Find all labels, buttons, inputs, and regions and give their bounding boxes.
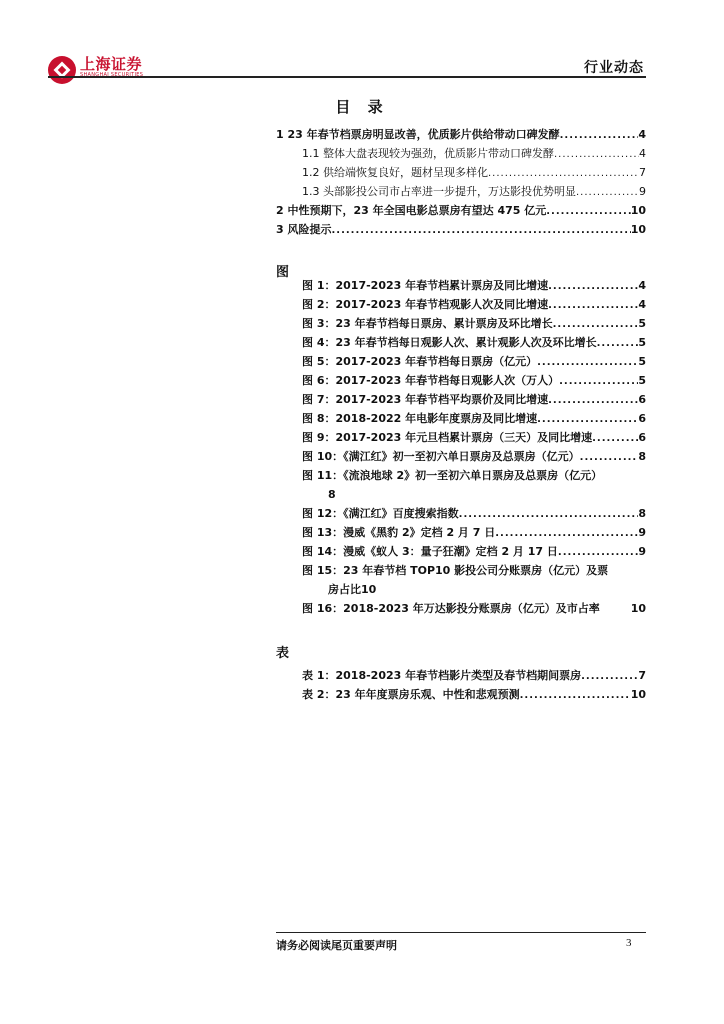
figure-entry-text: 图 16：2018-2023 年万达影投分账票房（亿元）及市占率 <box>302 602 600 615</box>
figure-entry-9[interactable] <box>302 430 646 446</box>
figure-entry-text: 图 10：《满江红》初一至初六单日票房及总票房（亿元） <box>302 450 580 463</box>
figure-entry-text: 图 15：23 年春节档 TOP10 影投公司分账票房（亿元）及票 <box>302 564 609 577</box>
toc-entry-page: 10 <box>630 204 646 217</box>
figure-entry-text: 图 3：23 年春节档每日票房、累计票房及环比增长 <box>302 317 553 330</box>
figure-entry-page: 8 <box>638 450 646 463</box>
toc-entry-text: 1.3 头部影投公司市占率进一步提升，万达影投优势明显 <box>302 185 576 198</box>
toc-entry-1-1[interactable] <box>302 146 646 162</box>
figure-entry-text-cont: 房占比 <box>328 583 361 596</box>
footer-divider <box>276 932 646 933</box>
toc-entry-text: 1.2 供给端恢复良好，题材呈现多样化 <box>302 166 488 179</box>
figure-entry-page: 5 <box>638 317 646 330</box>
toc-entry-page: 10 <box>630 223 646 236</box>
figure-entry-10[interactable] <box>302 449 646 465</box>
figure-entry-page: 6 <box>638 412 646 425</box>
figure-entry-page: 5 <box>638 355 646 368</box>
figure-entry-text: 图 7：2017-2023 年春节档平均票价及同比增速 <box>302 393 549 406</box>
figure-entry-page: 8 <box>638 507 646 520</box>
toc-entry-1-2[interactable] <box>302 165 646 181</box>
figure-entry-11[interactable] <box>302 468 646 483</box>
figures-heading: 图 <box>276 265 290 280</box>
toc-entry-text: 1 23 年春节档票房明显改善，优质影片供给带动口碑发酵 <box>276 128 560 141</box>
toc-entry-1[interactable] <box>276 127 646 143</box>
footer-disclaimer: 请务必阅读尾页重要声明 <box>276 939 397 952</box>
figure-entry-2[interactable] <box>302 297 646 313</box>
figure-entry-15[interactable] <box>302 563 646 578</box>
toc-entry-text: 1.1 整体大盘表现较为强劲，优质影片带动口碑发酵 <box>302 147 554 160</box>
toc-entry-page: 7 <box>639 166 646 179</box>
table-entry-2[interactable] <box>302 687 646 703</box>
figure-entry-text: 图 11：《流浪地球 2》初一至初六单日票房及总票房（亿元） <box>302 469 603 482</box>
toc-entry-1-3[interactable] <box>302 184 646 200</box>
figure-entry-page: 8 <box>328 488 336 501</box>
table-entry-text: 表 2：23 年年度票房乐观、中性和悲观预测 <box>302 688 520 701</box>
table-entry-page: 10 <box>630 688 646 701</box>
figure-entry-3[interactable] <box>302 316 646 332</box>
figure-entry-16[interactable] <box>302 601 646 616</box>
figure-entry-page: 5 <box>638 374 646 387</box>
logo-name-cn: 上海证券 <box>80 55 143 73</box>
logo-name-en: SHANGHAI SECURITIES <box>80 72 144 78</box>
figure-entry-text: 图 5：2017-2023 年春节档每日票房（亿元） <box>302 355 538 368</box>
figure-entry-4[interactable] <box>302 335 646 351</box>
toc-entry-page: 9 <box>639 185 646 198</box>
table-entry-page: 7 <box>638 669 646 682</box>
figure-entry-6[interactable] <box>302 373 646 389</box>
figure-entry-page: 5 <box>638 336 646 349</box>
figure-entry-text: 图 4：23 年春节档每日观影人次、累计观影人次及环比增长 <box>302 336 597 349</box>
table-entry-text: 表 1：2018-2023 年春节档影片类型及春节档期间票房 <box>302 669 582 682</box>
figure-entry-text: 图 9：2017-2023 年元旦档累计票房（三天）及同比增速 <box>302 431 593 444</box>
figure-entry-text: 图 12：《满江红》百度搜索指数 <box>302 507 459 520</box>
figure-entry-text: 图 8：2018-2022 年电影年度票房及同比增速 <box>302 412 538 425</box>
figure-entry-15-continuation[interactable] <box>328 582 646 597</box>
figure-entry-page: 6 <box>638 393 646 406</box>
figure-entry-8[interactable] <box>302 411 646 427</box>
tables-heading: 表 <box>276 646 290 661</box>
toc-title: 目 录 <box>335 98 389 116</box>
page-number: 3 <box>626 937 632 949</box>
figure-entry-text: 图 1：2017-2023 年春节档累计票房及同比增速 <box>302 279 549 292</box>
figure-entry-12[interactable] <box>302 506 646 522</box>
figure-entry-text: 图 13：漫威《黑豹 2》定档 2 月 7 日 <box>302 526 496 539</box>
header-divider <box>48 76 646 78</box>
figure-entry-text: 图 6：2017-2023 年春节档每日观影人次（万人） <box>302 374 560 387</box>
company-logo <box>48 56 143 84</box>
toc-entry-text: 3 风险提示 <box>276 223 332 236</box>
figure-entry-text: 图 2：2017-2023 年春节档观影人次及同比增速 <box>302 298 549 311</box>
figure-entry-11-continuation[interactable] <box>328 487 646 502</box>
figure-entry-page: 4 <box>638 298 646 311</box>
toc-entry-2[interactable] <box>276 203 646 219</box>
table-entry-1[interactable] <box>302 668 646 684</box>
toc-entry-text: 2 中性预期下，23 年全国电影总票房有望达 475 亿元 <box>276 204 547 217</box>
figure-entry-page: 6 <box>638 431 646 444</box>
figure-entry-page: 4 <box>638 279 646 292</box>
toc-entry-3[interactable] <box>276 222 646 238</box>
figure-entry-13[interactable] <box>302 525 646 541</box>
figure-entry-5[interactable] <box>302 354 646 370</box>
document-type: 行业动态 <box>584 60 644 76</box>
figure-entry-page: 9 <box>638 526 646 539</box>
figure-entry-page: 10 <box>361 583 377 596</box>
figure-entry-page: 9 <box>638 545 646 558</box>
toc-entry-page: 4 <box>638 128 646 141</box>
figure-entry-text: 图 14：漫威《蚁人 3：量子狂潮》定档 2 月 17 日 <box>302 545 558 558</box>
figure-entry-7[interactable] <box>302 392 646 408</box>
figure-entry-page: 10 <box>630 602 646 615</box>
toc-entry-page: 4 <box>639 147 646 160</box>
figure-entry-14[interactable] <box>302 544 646 560</box>
figure-entry-1[interactable] <box>302 278 646 294</box>
logo-icon <box>48 56 76 84</box>
